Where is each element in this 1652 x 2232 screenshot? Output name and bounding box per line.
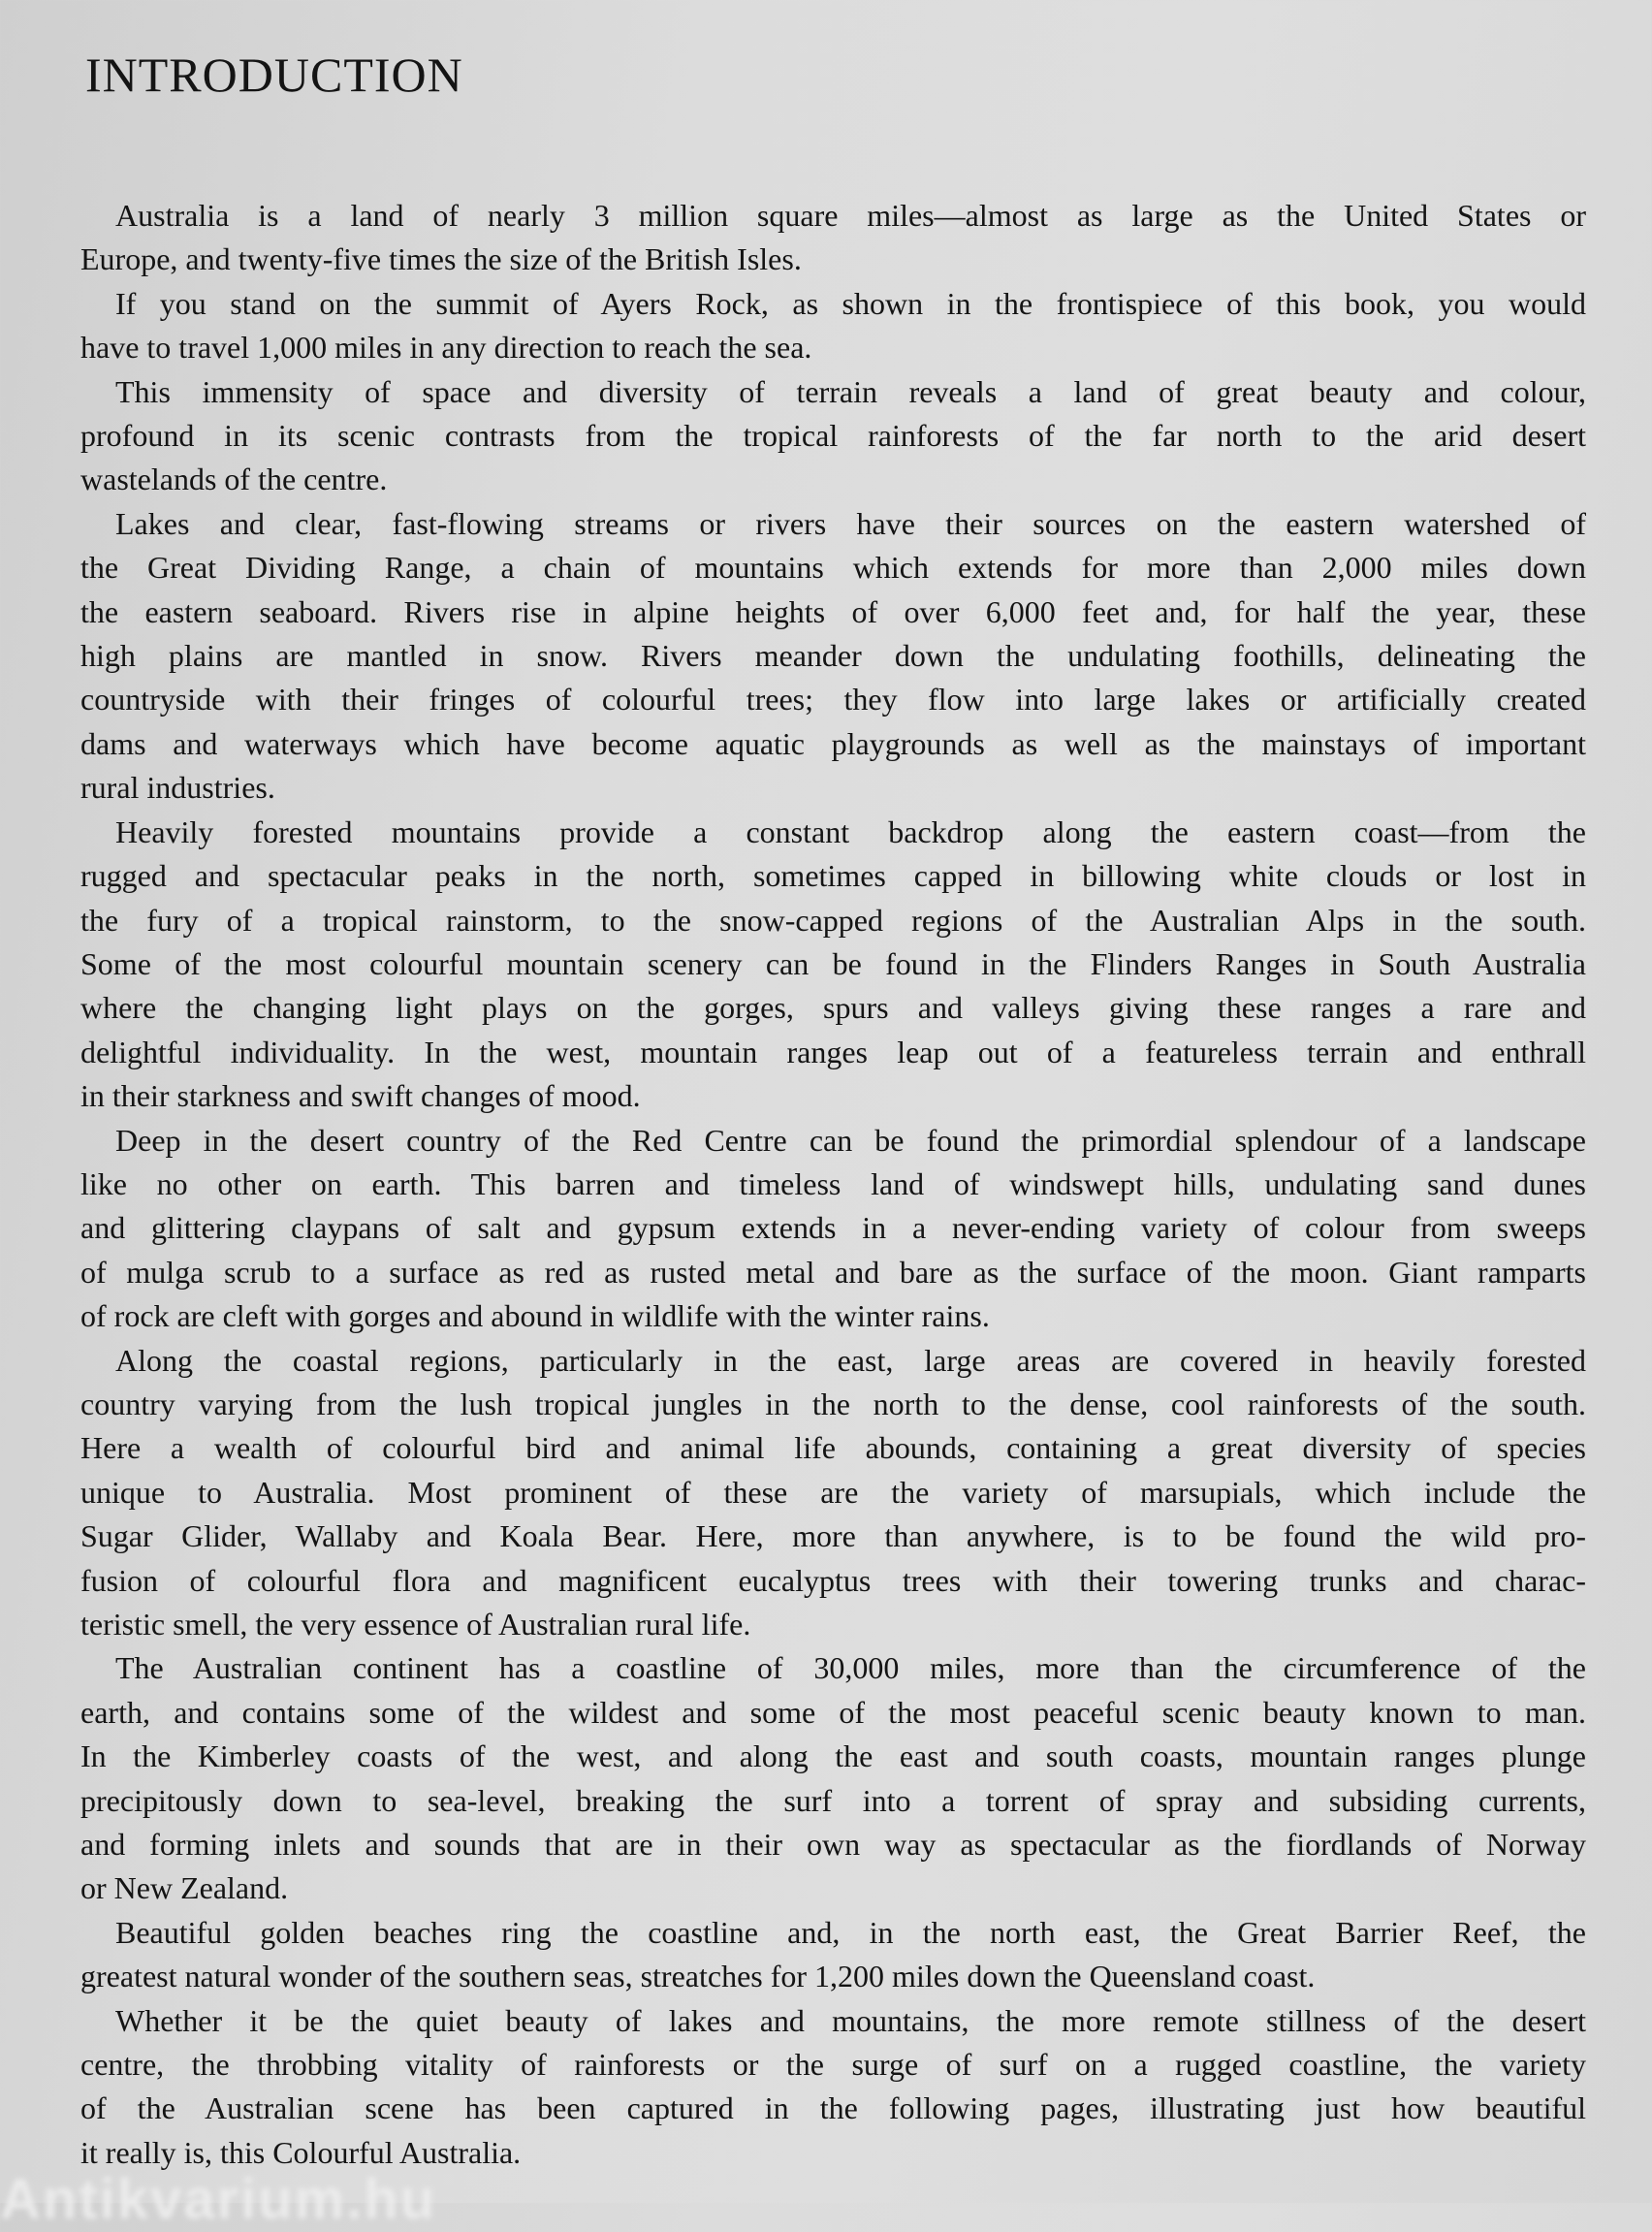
text-line: of rock are cleft with gorges and abound in wildlife with the winter rains. [80,1298,990,1334]
text-line: countryside with their fringes of colourful trees; they flow into large lakes or artificially created [80,682,1586,717]
text-line: high plains are mantled in snow. Rivers meander down the undulating foothills, delineating the [80,638,1586,674]
text-line: unique to Australia. Most prominent of these are the variety of marsupials, which include the [80,1474,1586,1510]
text-line: If you stand on the summit of Ayers Rock, as shown in the frontispiece of this book, you would [115,285,1586,321]
text-line: the fury of a tropical rainstorm, to the snow-capped regions of the Australian Alps in the south. [80,902,1586,938]
paragraph [80,811,1586,1119]
paragraph [80,282,1586,370]
text-line: Australia is a land of nearly 3 million square miles—almost as large as the United States or [115,198,1586,233]
text-line: Beautiful golden beaches ring the coastline and, in the north east, the Great Barrier Reef, the [115,1914,1586,1950]
text-line: where the changing light plays on the gorges, spurs and valleys giving these ranges a rare and [80,990,1586,1026]
text-line: precipitously down to sea-level, breaking the surf into a torrent of spray and subsiding currents, [80,1782,1586,1818]
text-line: Deep in the desert country of the Red Centre can be found the primordial splendour of a landscape [115,1122,1586,1158]
text-line: country varying from the lush tropical jungles in the north to the dense, cool rainforests of the south. [80,1386,1586,1421]
text-line: Here a wealth of colourful bird and animal life abounds, containing a great diversity of species [80,1430,1586,1466]
paragraph [80,370,1586,502]
paragraph [80,194,1586,282]
text-line: Some of the most colourful mountain scenery can be found in the Flinders Ranges in South Australia [80,945,1586,981]
text-line: fusion of colourful flora and magnificent eucalyptus trees with their towering trunks and charac- [80,1562,1586,1598]
text-line: and forming inlets and sounds that are in their own way as spectacular as the fiordlands of Norway [80,1827,1586,1863]
text-line: greatest natural wonder of the southern seas, streatches for 1,200 miles down the Queensland coast. [80,1959,1316,1994]
text-line: This immensity of space and diversity of terrain reveals a land of great beauty and colour, [115,373,1586,409]
text-line: delightful individuality. In the west, mountain ranges leap out of a featureless terrain and enthrall [80,1034,1586,1069]
body-text [80,194,1586,2175]
text-line: The Australian continent has a coastline of 30,000 miles, more than the circumference of the [115,1650,1586,1686]
paragraph [80,1999,1586,2176]
text-line: rural industries. [80,770,275,806]
text-line: wastelands of the centre. [80,462,388,497]
text-line: it really is, this Colourful Australia. [80,2134,522,2170]
text-line: Europe, and twenty-five times the size of the British Isles. [80,241,802,277]
text-line: Lakes and clear, fast-flowing streams or rivers have their sources on the eastern watershed of [115,505,1586,541]
text-line: or New Zealand. [80,1870,289,1906]
text-line: of the Australian scene has been captured in the following pages, illustrating just how beautiful [80,2090,1586,2126]
text-line: of mulga scrub to a surface as red as rusted metal and bare as the surface of the moon. Giant ramparts [80,1254,1586,1290]
paragraph [80,1646,1586,1910]
text-line: centre, the throbbing vitality of rainforests or the surge of surf on a rugged coastline, the variety [80,2047,1586,2083]
paragraph [80,502,1586,811]
text-line: and glittering claypans of salt and gypsum extends in a never-ending variety of colour from sweeps [80,1210,1586,1246]
page-title: INTRODUCTION [85,48,463,102]
text-line: In the Kimberley coasts of the west, and along the east and south coasts, mountain ranges plunge [80,1738,1586,1774]
text-line: rugged and spectacular peaks in the north, sometimes capped in billowing white clouds or lost in [80,858,1586,894]
text-line: like no other on earth. This barren and timeless land of windswept hills, undulating sand dunes [80,1165,1586,1201]
watermark: Antikvarium.hu [0,2168,437,2231]
text-line: profound in its scenic contrasts from the tropical rainforests of the far north to the arid desert [80,418,1586,454]
text-line: the Great Dividing Range, a chain of mountains which extends for more than 2,000 miles down [80,550,1586,586]
text-line: teristic smell, the very essence of Australian rural life. [80,1607,751,1642]
paragraph [80,1911,1586,1999]
paragraph [80,1119,1586,1339]
text-line: Whether it be the quiet beauty of lakes and mountains, the more remote stillness of the desert [115,2002,1586,2038]
text-line: Sugar Glider, Wallaby and Koala Bear. Here, more than anywhere, is to be found the wild pro- [80,1518,1586,1554]
text-line: earth, and contains some of the wildest and some of the most peaceful scenic beauty known to man. [80,1694,1586,1730]
text-line: in their starkness and swift changes of mood. [80,1078,641,1114]
text-line: Along the coastal regions, particularly in the east, large areas are covered in heavily forested [115,1342,1586,1378]
text-line: dams and waterways which have become aquatic playgrounds as well as the mainstays of important [80,725,1586,761]
text-line: the eastern seaboard. Rivers rise in alpine heights of over 6,000 feet and, for half the year, these [80,593,1586,629]
paragraph [80,1339,1586,1647]
text-line: have to travel 1,000 miles in any direction to reach the sea. [80,330,812,366]
text-line: Heavily forested mountains provide a constant backdrop along the eastern coast—from the [115,813,1586,849]
